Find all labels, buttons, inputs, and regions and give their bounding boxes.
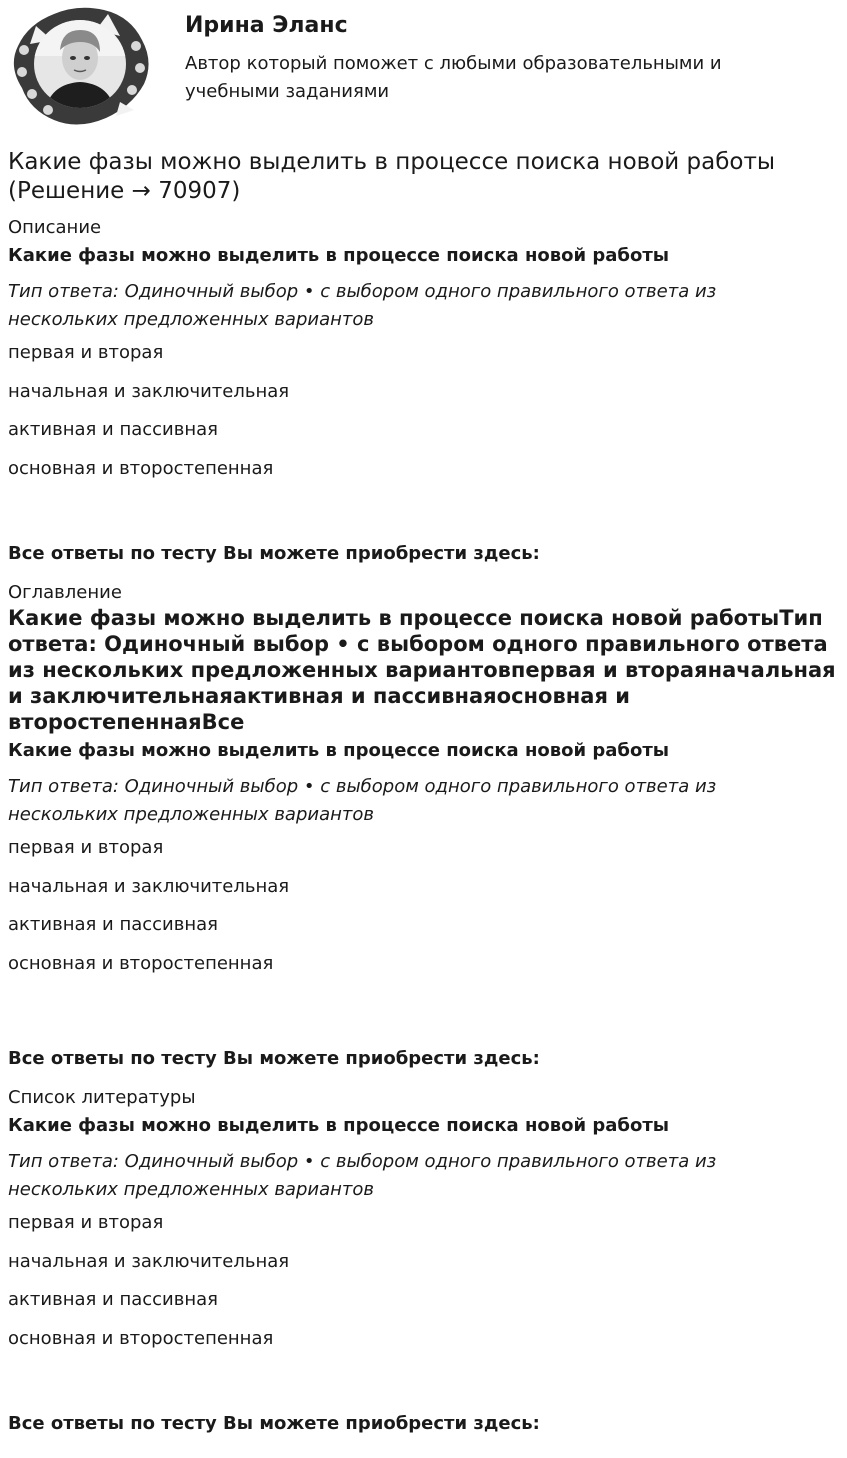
option-item: первая и вторая [8, 342, 164, 363]
purchase-link-text[interactable]: Все ответы по тесту Вы можете приобрести здесь: [8, 543, 540, 564]
answer-type: Тип ответа: Одиночный выбор • с выбором одного правильного ответа из нескольких предложенных вариантов [8, 1151, 717, 1200]
option-item: первая и вторая [8, 837, 164, 858]
options-list [8, 837, 842, 975]
author-name[interactable]: Ирина Эланс [185, 13, 348, 38]
author-avatar[interactable] [8, 6, 152, 128]
options-list [8, 342, 842, 480]
page [8, 0, 842, 1434]
option-item: начальная и заключительная [8, 875, 290, 897]
description-section [8, 216, 842, 496]
purchase-link-text[interactable]: Все ответы по тесту Вы можете приобрести здесь: [8, 1413, 540, 1434]
answer-type: Тип ответа: Одиночный выбор • с выбором одного правильного ответа из нескольких предложенных вариантов [8, 776, 717, 825]
toc-heading: Какие фазы можно выделить в процессе поиска новой работыТип ответа: Одиночный выбор • с выбором одного правильного ответа из нескольких предложенных вариантовпервая и втораяначальная и заключительнаяактивная и пассивнаяосновная и второстепеннаяВсе [8, 606, 836, 734]
option-item: основная и второстепенная [8, 1327, 274, 1349]
option-item: первая и вторая [8, 1212, 164, 1233]
author-card [8, 0, 842, 130]
page-title: Какие фазы можно выделить в процессе поиска новой работы (Решение → 70907) [8, 149, 776, 204]
option-item: основная и второстепенная [8, 457, 274, 479]
toc-section [8, 581, 842, 991]
question-text: Какие фазы можно выделить в процессе поиска новой работы [8, 245, 670, 266]
section-label: Оглавление [8, 582, 122, 603]
purchase-link-text[interactable]: Все ответы по тесту Вы можете приобрести здесь: [8, 1048, 540, 1069]
literature-section [8, 1086, 842, 1366]
options-list [8, 1212, 842, 1350]
option-item: начальная и заключительная [8, 380, 290, 402]
option-item: активная и пассивная [8, 1289, 218, 1310]
question-text: Какие фазы можно выделить в процессе поиска новой работы [8, 1115, 670, 1136]
question-text: Какие фазы можно выделить в процессе поиска новой работы [8, 740, 670, 761]
option-item: начальная и заключительная [8, 1250, 290, 1272]
option-item: основная и второстепенная [8, 952, 274, 974]
section-label: Список литературы [8, 1087, 196, 1108]
option-item: активная и пассивная [8, 419, 218, 440]
author-description: Автор который поможет с любыми образовательными и учебными заданиями [185, 53, 722, 102]
answer-type: Тип ответа: Одиночный выбор • с выбором одного правильного ответа из нескольких предложенных вариантов [8, 281, 717, 330]
section-label: Описание [8, 217, 102, 238]
option-item: активная и пассивная [8, 914, 218, 935]
